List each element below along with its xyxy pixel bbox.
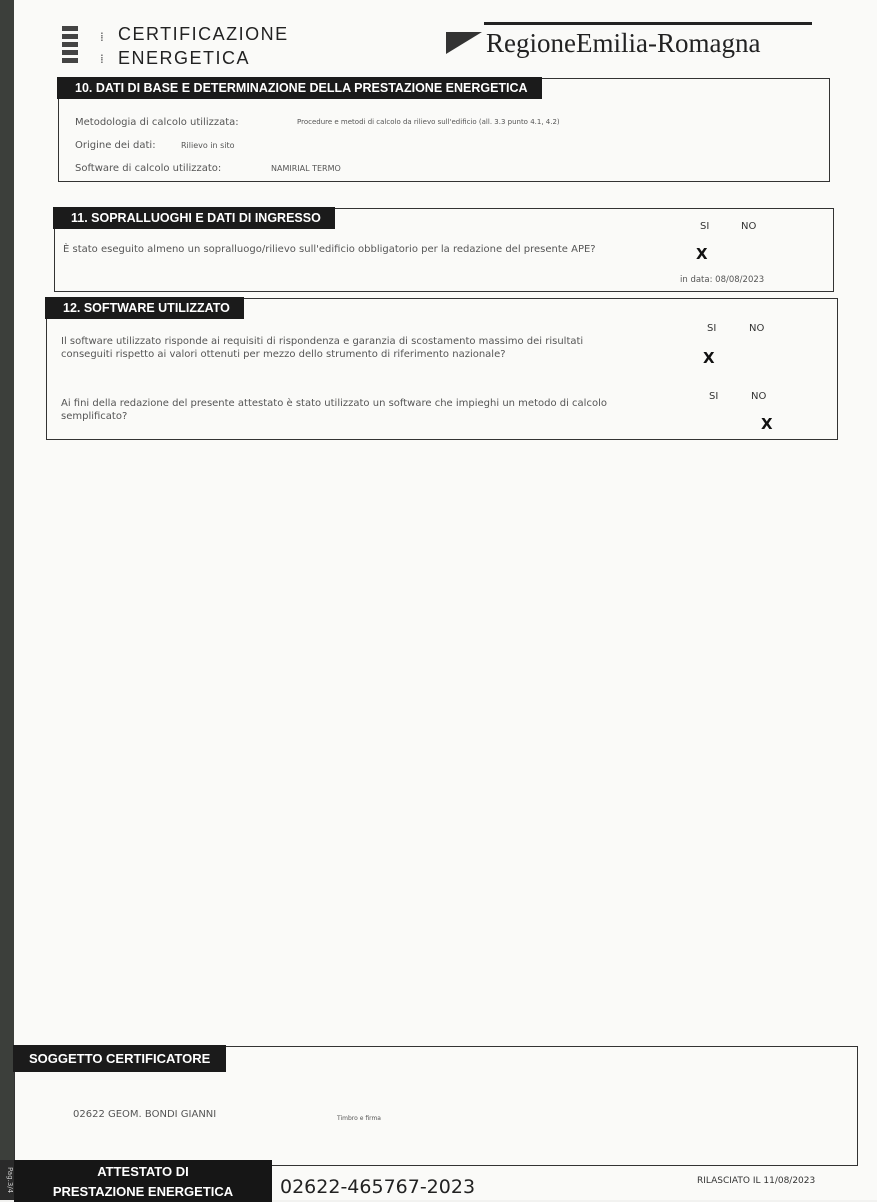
section-11-title: 11. SOPRALLUOGHI E DATI DI INGRESSO (53, 207, 335, 229)
certification-logo-icon (62, 26, 78, 70)
methodology-label: Metodologia di calcolo utilizzata: (75, 117, 239, 128)
issued-date: RILASCIATO IL 11/08/2023 (697, 1176, 816, 1186)
q1-yes-mark: X (703, 349, 715, 367)
q2-no-header: NO (751, 391, 767, 402)
section-11 (54, 208, 834, 292)
section-12 (46, 298, 838, 440)
attestato-line1: ATTESTATO DI (97, 1164, 189, 1179)
section-11-no-header: NO (741, 221, 757, 232)
section-10-title: 10. DATI DI BASE E DETERMINAZIONE DELLA PRESTAZIONE ENERGETICA (57, 77, 542, 99)
section-11-yes-header: SI (700, 221, 710, 232)
q2-yes-header: SI (709, 391, 719, 402)
attestato-line2: PRESTAZIONE ENERGETICA (52, 1184, 234, 1199)
software-label: Software di calcolo utilizzato: (75, 163, 222, 174)
inspection-date-value: 08/08/2023 (715, 275, 765, 285)
region-name: RegioneEmilia-Romagna (486, 28, 761, 58)
software-q2: Ai fini della redazione del presente attestato è stato utilizzato un software che impieghi un metodo di calcolo semplificato? (61, 398, 607, 422)
inspection-date (680, 275, 764, 285)
attestato-band (14, 1160, 272, 1202)
certification-title (118, 22, 289, 70)
methodology-value: Procedure e metodi di calcolo da rilievo sull'edificio (all. 3.3 punto 4.1, 4.2) (297, 118, 560, 126)
certifier-title: SOGGETTO CERTIFICATORE (13, 1045, 226, 1072)
page-side-code: Pag.3/4 (0, 1160, 14, 1200)
region-flag-icon (446, 32, 482, 54)
data-origin-value: Rilievo in sito (181, 141, 235, 150)
inspection-question: È stato eseguito almeno un sopralluogo/rilievo sull'edificio obbligatorio per la redazione del presente APE? (63, 244, 596, 255)
inspection-date-label: in data: (680, 275, 713, 285)
section-12-title: 12. SOFTWARE UTILIZZATO (45, 297, 244, 319)
region-rule (484, 22, 812, 25)
software-q1: Il software utilizzato risponde ai requisiti di rispondenza e garanzia di scostamento massimo dei risultati conseguiti rispetto ai valori ottenuti per mezzo dello strumento di riferimento nazionale? (61, 336, 584, 360)
certifier-name: 02622 GEOM. BONDI GIANNI (73, 1109, 217, 1120)
q1-yes-header: SI (707, 323, 717, 334)
software-value: NAMIRIAL TERMO (271, 164, 341, 173)
certifier-section (14, 1046, 858, 1166)
attestato-number: 02622-465767-2023 (280, 1176, 476, 1198)
stamp-signature-label: Timbro e firma (337, 1115, 381, 1122)
section-10 (58, 78, 830, 182)
region-logo (446, 22, 812, 62)
data-origin-label: Origine dei dati: (75, 140, 156, 151)
cert-title-line1: CERTIFICAZIONE (118, 24, 289, 44)
q1-no-header: NO (749, 323, 765, 334)
logo-dots-icon: ⁞ ⁞ (100, 30, 104, 66)
cert-title-line2: ENERGETICA (118, 48, 251, 68)
q2-no-mark: X (761, 415, 773, 433)
inspection-yes-mark: X (696, 245, 708, 263)
